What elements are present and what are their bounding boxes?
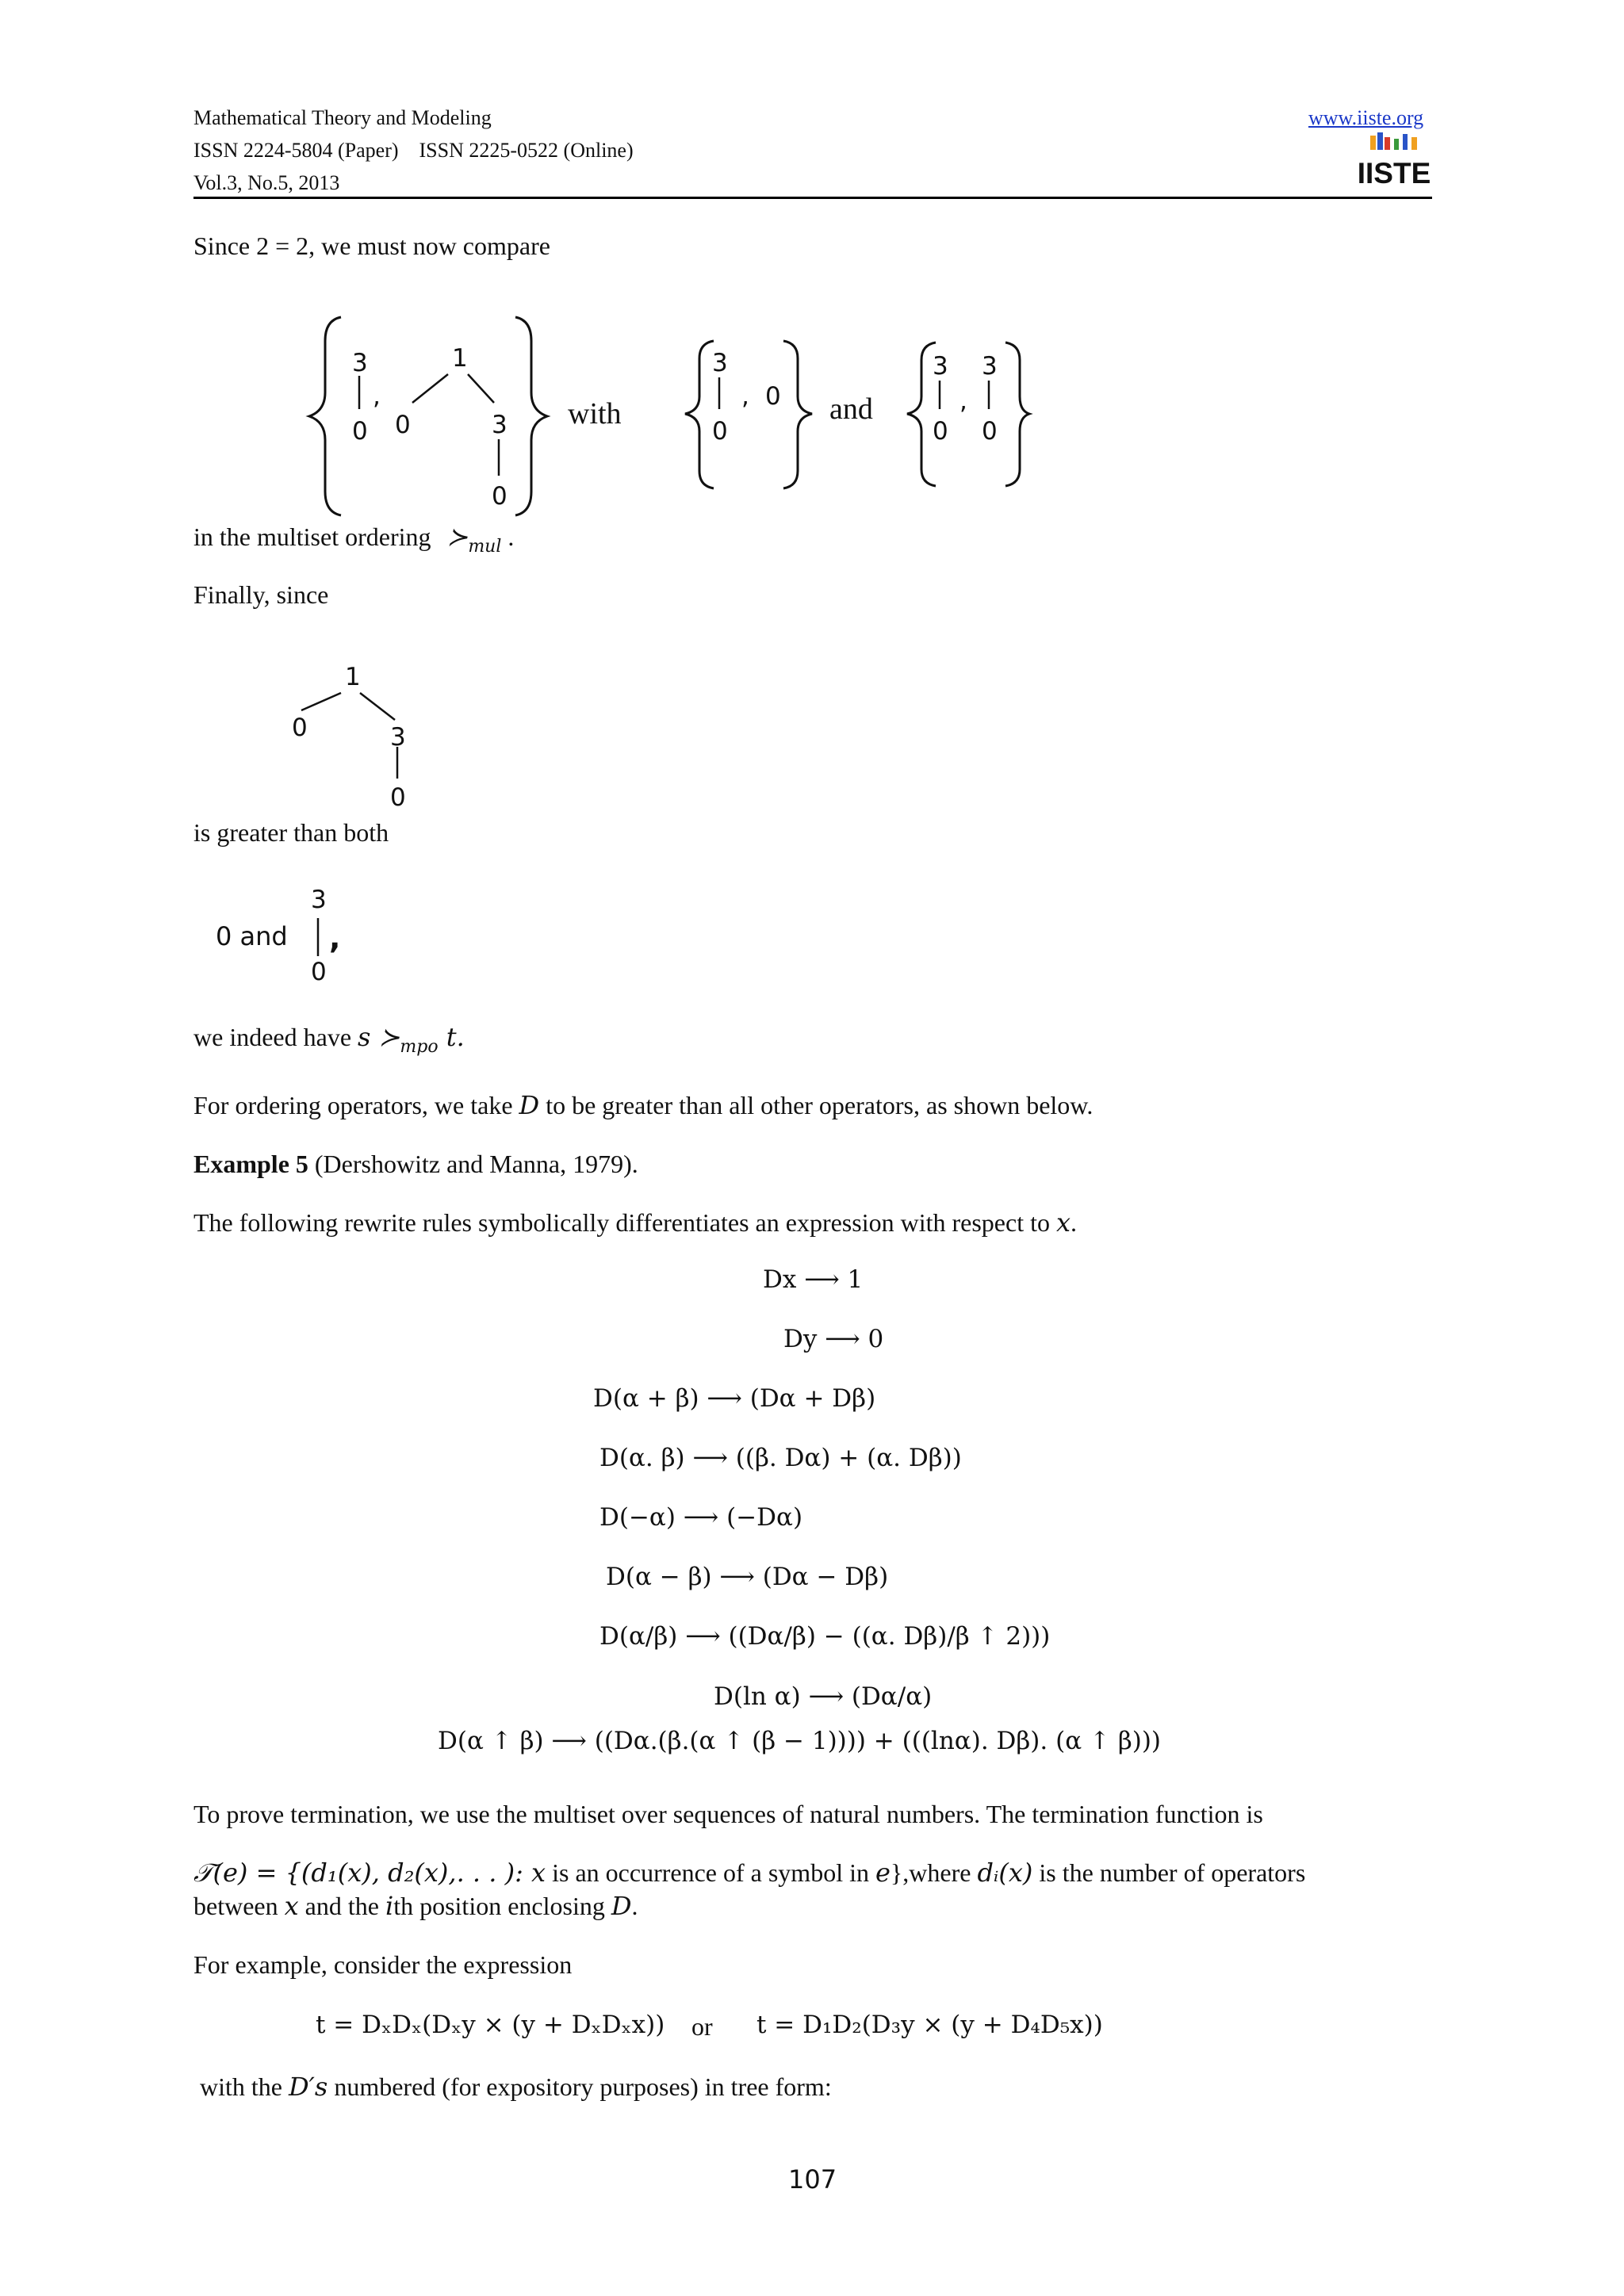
termination-definition	[193, 1855, 1305, 1890]
compare-sentence: Since 2 = 2, we must now compare	[193, 232, 550, 260]
tree-node-0: 0	[933, 417, 948, 446]
tree-edge	[301, 693, 341, 710]
tree-node-0: 0	[395, 411, 411, 439]
left-brace-large	[309, 317, 341, 515]
expression-right: t = D₁D₂(D₃y × (y + D₄D₅x))	[756, 2011, 1103, 2039]
text: .	[1071, 1208, 1078, 1237]
rewrite-rule: D(ln α) ⟶ (Dα/α)	[714, 1682, 933, 1711]
tree-node-3: 3	[933, 352, 948, 381]
text: to be greater than all other operators, as shown below.	[539, 1091, 1094, 1119]
greater-than-both: is greater than both	[193, 818, 389, 847]
finally-since: Finally, since	[193, 580, 329, 609]
logo-text: IISTE	[1357, 157, 1431, 189]
math-D-prime: D′s	[288, 2072, 328, 2102]
left-brace-small	[907, 342, 936, 486]
left-brace-medium	[685, 341, 714, 488]
issn-line: ISSN 2224-5804 (Paper) ISSN 2225-0522 (Online)	[193, 139, 634, 162]
text: th position enclosing	[393, 1892, 611, 1920]
text: in the multiset ordering	[193, 522, 431, 551]
rewrite-rule: D(α/β) ⟶ ((Dα/β) − ((α. Dβ)/β ↑ 2)))	[599, 1622, 1051, 1651]
tree-node-0: 0	[712, 417, 728, 446]
rewrite-rule: Dy ⟶ 0	[783, 1325, 884, 1353]
comma: ,	[373, 382, 381, 411]
tree-edge	[412, 374, 448, 403]
comma: ,	[329, 920, 341, 955]
tree-node-0: 0	[311, 958, 327, 986]
termination-definition-line2	[193, 1888, 638, 1923]
math-t: t.	[438, 1022, 465, 1052]
math-i: i	[385, 1891, 394, 1921]
indeed-line	[193, 1020, 465, 1058]
text: is the number of operators	[1032, 1858, 1306, 1887]
ordering-operators-line	[193, 1088, 1093, 1123]
rewrite-rule: Dx ⟶ 1	[763, 1265, 864, 1294]
text: with the	[193, 2072, 289, 2101]
text: .	[501, 522, 515, 551]
zero-and-tree	[214, 880, 373, 991]
math-x: x	[1055, 1207, 1071, 1238]
word-and: and	[829, 392, 873, 426]
tree-node-0: 0	[292, 714, 308, 742]
math-e: e	[875, 1858, 891, 1888]
tree-node-1: 1	[452, 344, 468, 373]
text: between	[193, 1892, 285, 1920]
succ-symbol: ≻	[378, 1022, 400, 1052]
tree-node-3: 3	[712, 349, 728, 377]
rewrite-rule: D(α. β) ⟶ ((β. Dα) + (α. Dβ))	[599, 1444, 962, 1472]
example-label: Example 5	[193, 1150, 308, 1178]
math-D: D	[611, 1891, 632, 1921]
mul-subscript: mul	[468, 537, 502, 557]
tree-node-3: 3	[390, 723, 406, 752]
multiset-ordering-line	[193, 519, 514, 558]
right-brace-large	[515, 317, 547, 515]
text: and the	[298, 1892, 385, 1920]
tree-figure	[285, 658, 428, 817]
volume-line: Vol.3, No.5, 2013	[193, 171, 340, 194]
tree-node-0: 0	[982, 417, 998, 446]
header-rule	[193, 197, 1432, 199]
text: .	[631, 1892, 638, 1920]
expression-or: or	[691, 2012, 713, 2041]
right-brace-medium	[783, 341, 812, 488]
math-x: x	[284, 1891, 299, 1921]
example-consider: For example, consider the expression	[193, 1950, 573, 1979]
comma: ,	[959, 387, 967, 415]
rewrite-rule: D(α ↑ β) ⟶ ((Dα.(β.(α ↑ (β − 1)))) + (((lnα). Dβ). (α ↑ β)))	[438, 1727, 1162, 1755]
rewrite-rule: D(α − β) ⟶ (Dα − Dβ)	[606, 1563, 889, 1591]
tree-edge	[360, 693, 395, 720]
math-D: D	[519, 1090, 540, 1120]
rewrite-rule: D(α + β) ⟶ (Dα + Dβ)	[593, 1384, 876, 1413]
text: For ordering operators, we take	[193, 1091, 519, 1119]
page-number: 107	[788, 2164, 837, 2195]
text: numbered (for expository purposes) in tree form:	[327, 2072, 832, 2101]
rewrite-rule: D(−α) ⟶ (−Dα)	[599, 1503, 803, 1532]
tree-node-0: 0	[492, 482, 508, 511]
termination-intro: To prove termination, we use the multiset over sequences of natural numbers. The termination function is	[193, 1800, 1263, 1828]
zero-and-text: 0 and	[216, 921, 288, 951]
journal-title: Mathematical Theory and Modeling	[193, 106, 492, 129]
comma: ,	[741, 382, 749, 411]
with-the-line	[193, 2069, 832, 2104]
tree-node-3: 3	[352, 349, 368, 377]
mpo-subscript: mpo	[400, 1037, 439, 1057]
text: The following rewrite rules symbolically differentiates an expression with respect to	[193, 1208, 1056, 1237]
tree-node-0: 0	[765, 382, 781, 411]
example-citation: (Dershowitz and Manna, 1979).	[308, 1150, 638, 1178]
rewrite-intro	[193, 1205, 1077, 1240]
text: },where	[890, 1858, 978, 1887]
tree-node-3: 3	[492, 411, 508, 439]
tree-node-1: 1	[345, 663, 361, 691]
text: we indeed have	[193, 1023, 358, 1051]
word-with: with	[568, 397, 622, 430]
succ-symbol: ≻	[446, 522, 469, 552]
tree-edge	[468, 374, 494, 403]
tree-node-0: 0	[352, 417, 368, 446]
right-brace-small	[1005, 342, 1029, 486]
tree-node-3: 3	[311, 886, 327, 914]
math-s: s	[358, 1022, 379, 1052]
math-di: dᵢ(x)	[977, 1858, 1033, 1888]
tree-node-0: 0	[390, 783, 406, 812]
math-expr: 𝒯(e) = {(d₁(x), d₂(x),. . . ): x	[193, 1858, 546, 1888]
text: is an occurrence of a symbol in	[546, 1858, 875, 1887]
website-link[interactable]: www.iiste.org	[1308, 106, 1424, 129]
iiste-logo	[1357, 131, 1431, 190]
tree-node-3: 3	[982, 352, 998, 381]
example-heading	[193, 1146, 638, 1181]
multiset-figure	[301, 309, 1031, 523]
expression-left: t = DₓDₓ(Dₓy × (y + DₓDₓx))	[316, 2011, 665, 2039]
